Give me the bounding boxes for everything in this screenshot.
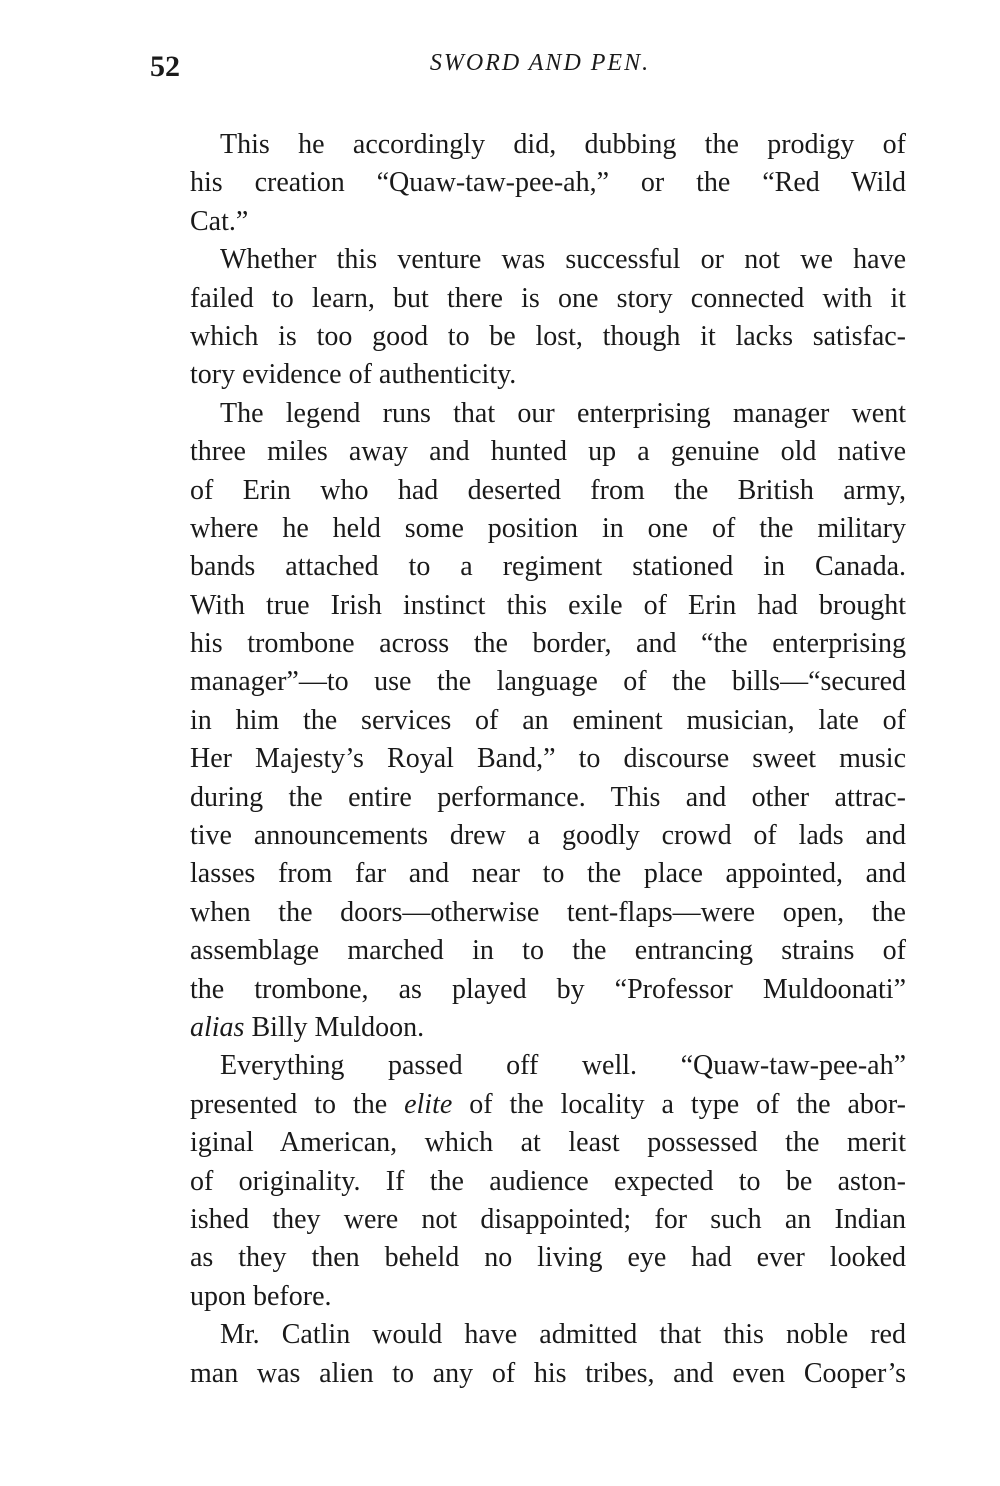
text-line [190,548,906,586]
italic-text: elite [404,1088,453,1120]
text-segment: when the doors—otherwise tent-flaps—were open, the [190,896,906,928]
text-segment: Her Majesty’s Royal Band,” to discourse sweet music [190,743,906,775]
text-segment: tive announcements drew a goodly crowd of lads and [190,820,906,852]
text-line [190,164,906,202]
text-segment: where he held some position in one of the military [190,512,906,544]
text-segment: of the locality a type of the abor- [452,1088,906,1120]
text-segment: three miles away and hunted up a genuine old native [190,436,906,468]
text-segment: Everything passed off well. “Quaw-taw-pee-ah” [220,1050,906,1082]
text-line [190,1201,906,1239]
text-segment: Whether this venture was successful or not we have [220,244,906,276]
text-line [190,663,906,701]
text-line [190,433,906,471]
text-line [190,510,906,548]
text-line [190,1163,906,1201]
text-line [190,356,906,394]
text-segment: presented to the [190,1088,405,1120]
text-line [190,1124,906,1162]
text-line [190,1047,906,1085]
text-line [190,1316,906,1354]
body-text [190,126,906,1393]
text-segment: failed to learn, but there is one story connected with it [190,282,906,314]
text-segment: of originality. If the audience expected to be aston- [190,1165,906,1197]
text-segment: assemblage marched in to the entrancing strains of [190,935,906,967]
text-segment: iginal American, which at least possessed the merit [190,1127,906,1159]
text-segment: the trombone, as played by “Professor Muldoonati” [190,973,906,1005]
text-segment: tory evidence of authenticity. [190,359,517,391]
text-segment: With true Irish instinct this exile of Erin had brought [190,589,906,621]
text-segment: during the entire performance. This and other attrac- [190,781,906,813]
text-line [190,779,906,817]
text-segment: Billy Muldoon. [244,1011,425,1043]
text-segment: ished they were not disappointed; for such an Indian [190,1203,906,1235]
text-segment: which is too good to be lost, though it lacks satisfac- [190,320,906,352]
text-segment: in him the services of an eminent musician, late of [190,704,906,736]
text-line [190,126,906,164]
text-segment: lasses from far and near to the place appointed, and [190,858,906,890]
text-segment: Cat.” [190,205,249,237]
text-line [190,318,906,356]
text-segment: his creation “Quaw-taw-pee-ah,” or the “Red Wild [190,167,906,199]
text-line [190,1278,906,1316]
running-title: SWORD AND PEN. [429,50,651,76]
text-line [190,894,906,932]
text-line [190,855,906,893]
text-line [190,625,906,663]
text-segment: man was alien to any of his tribes, and even Cooper’s [190,1357,906,1389]
text-segment: upon before. [190,1280,332,1312]
text-line [190,280,906,318]
text-segment: The legend runs that our enterprising manager went [220,397,906,429]
italic-text: alias [190,1011,245,1043]
text-line [190,472,906,510]
text-line [190,1086,906,1124]
text-segment: Mr. Catlin would have admitted that this noble red [220,1319,906,1351]
text-segment: manager”—to use the language of the bills—“secured [190,666,906,698]
text-line [190,1239,906,1277]
text-line [190,932,906,970]
text-segment: as they then beheld no living eye had ever looked [190,1242,906,1274]
text-line [190,587,906,625]
text-line [190,971,906,1009]
text-line [190,817,906,855]
text-line [190,241,906,279]
text-line [190,740,906,778]
text-line [190,395,906,433]
text-segment: of Erin who had deserted from the British army, [190,474,906,506]
text-line [190,1355,906,1393]
text-segment: bands attached to a regiment stationed in Canada. [190,551,906,583]
text-line [190,702,906,740]
text-segment: his trombone across the border, and “the enterprising [190,628,906,660]
text-line [190,203,906,241]
text-line [190,1009,906,1047]
text-segment: This he accordingly did, dubbing the prodigy of [220,129,906,160]
page-number: 52 [150,50,180,83]
